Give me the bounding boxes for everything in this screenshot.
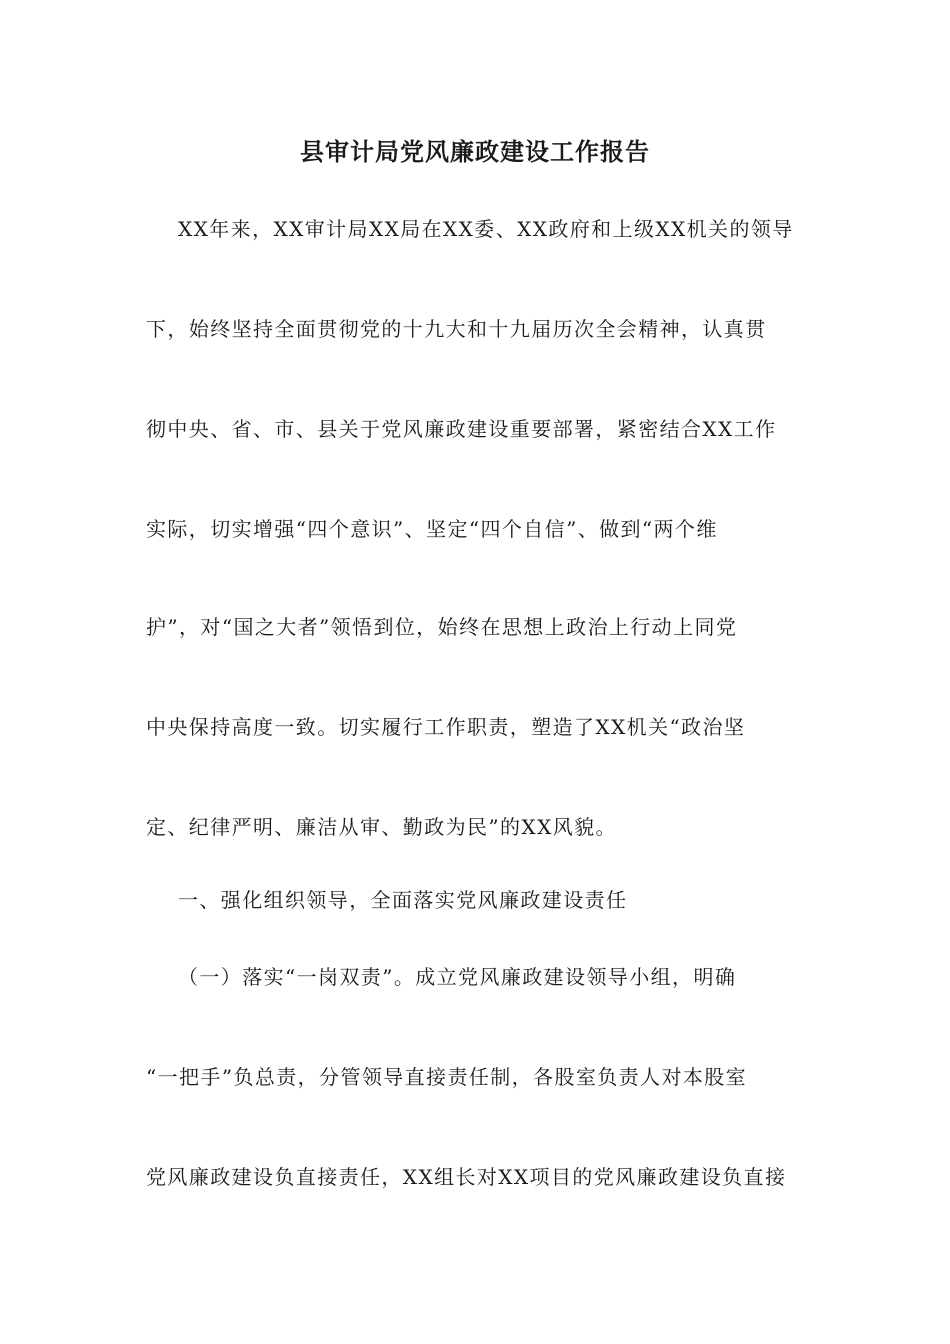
paragraph-line: XX年来，XX审计局XX局在XX委、XX政府和上级XX机关的领导 xyxy=(178,217,794,241)
document-title: 县审计局党风廉政建设工作报告 xyxy=(300,137,650,166)
paragraph-line: 护”，对“国之大者”领悟到位，始终在思想上政治上行动上同党 xyxy=(146,615,738,639)
paragraph-line: 党风廉政建设负直接责任，XX组长对XX项目的党风廉政建设负直接 xyxy=(146,1165,787,1189)
paragraph-line: 中央保持高度一致。切实履行工作职责，塑造了XX机关“政治坚 xyxy=(146,715,746,739)
paragraph-line: 定、纪律严明、廉洁从审、勤政为民”的XX风貌。 xyxy=(146,815,617,839)
paragraph-line: 彻中央、省、市、县关于党风廉政建设重要部署，紧密结合XX工作 xyxy=(146,417,777,441)
paragraph-line: “一把手”负总责，分管领导直接责任制，各股室负责人对本股室 xyxy=(146,1065,748,1089)
section-heading: 一、强化组织领导，全面落实党风廉政建设责任 xyxy=(178,888,628,912)
paragraph-line: （一）落实“一岗双责”。成立党风廉政建设领导小组，明确 xyxy=(178,965,737,989)
paragraph-line: 下，始终坚持全面贯彻党的十九大和十九届历次全会精神，认真贯 xyxy=(146,317,767,341)
paragraph-line: 实际，切实增强“四个意识”、坚定“四个自信”、做到“两个维 xyxy=(146,517,718,541)
